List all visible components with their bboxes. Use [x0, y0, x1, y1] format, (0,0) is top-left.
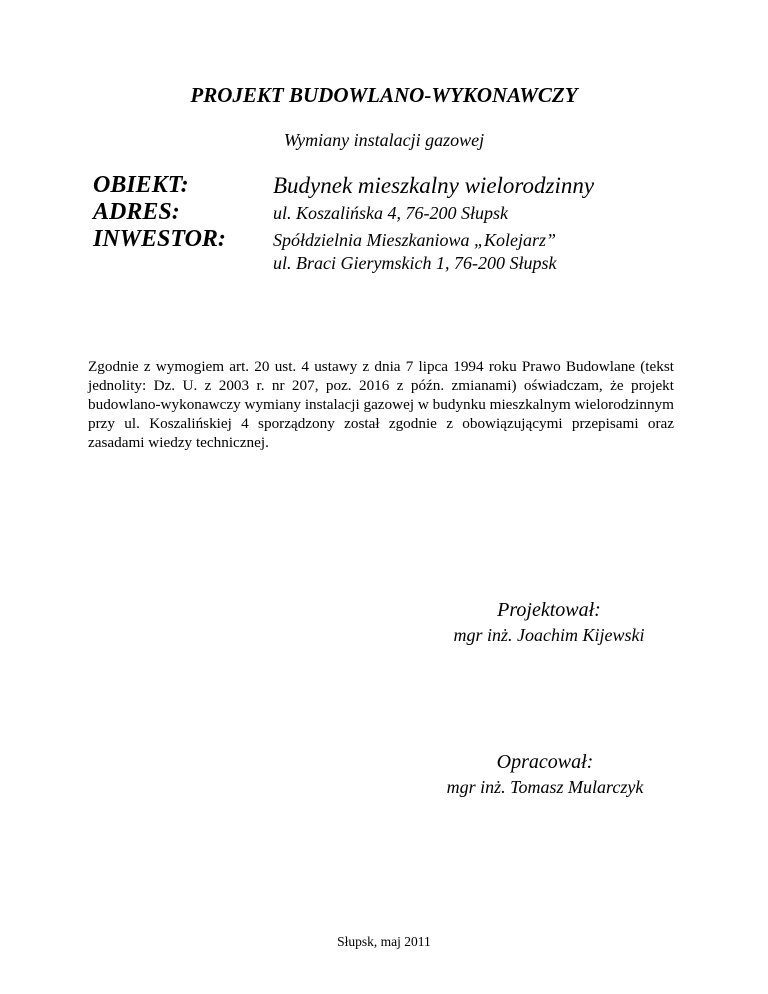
adres-value: ul. Koszalińska 4, 76-200 Słupsk	[273, 203, 509, 223]
obiekt-value: Budynek mieszkalny wielorodzinny	[273, 173, 595, 198]
inwestor-value-2: ul. Braci Gierymskich 1, 76-200 Słupsk	[273, 253, 557, 273]
inwestor-label: INWESTOR:	[93, 226, 226, 252]
inwestor-value-1: Spółdzielnia Mieszkaniowa „Kolejarz”	[273, 230, 557, 250]
adres-label: ADRES:	[93, 199, 180, 225]
preparer-signature-block	[395, 750, 695, 800]
statement-paragraph: Zgodnie z wymogiem art. 20 ust. 4 ustawy z dnia 7 lipca 1994 roku Prawo Budowlane (tekst jednolity: Dz. U. z 2003 r. nr 207, poz. 2016 z późn. zmianami) oświadczam, że projekt budowlano-wykonawczy wymiany instalacji gazowej w budynku mieszkalnym wielorodzinnym przy ul. Koszalińskiej 4 sporządzony został zgodnie z obowiązującymi przepisami oraz zasadami wiedzy technicznej.	[88, 358, 674, 451]
designed-label: Projektował:	[497, 599, 601, 621]
document-subtitle: Wymiany instalacji gazowej	[283, 130, 485, 150]
document-title: PROJEKT BUDOWLANO-WYKONAWCZY	[190, 83, 578, 107]
designed-name: mgr inż. Joachim Kijewski	[453, 625, 645, 645]
place-date-footer: Słupsk, maj 2011	[337, 934, 431, 949]
obiekt-label: OBIEKT:	[93, 172, 189, 198]
prepared-name: mgr inż. Tomasz Mularczyk	[446, 777, 644, 797]
prepared-label: Opracował:	[496, 751, 594, 773]
designer-signature-block	[399, 598, 699, 648]
